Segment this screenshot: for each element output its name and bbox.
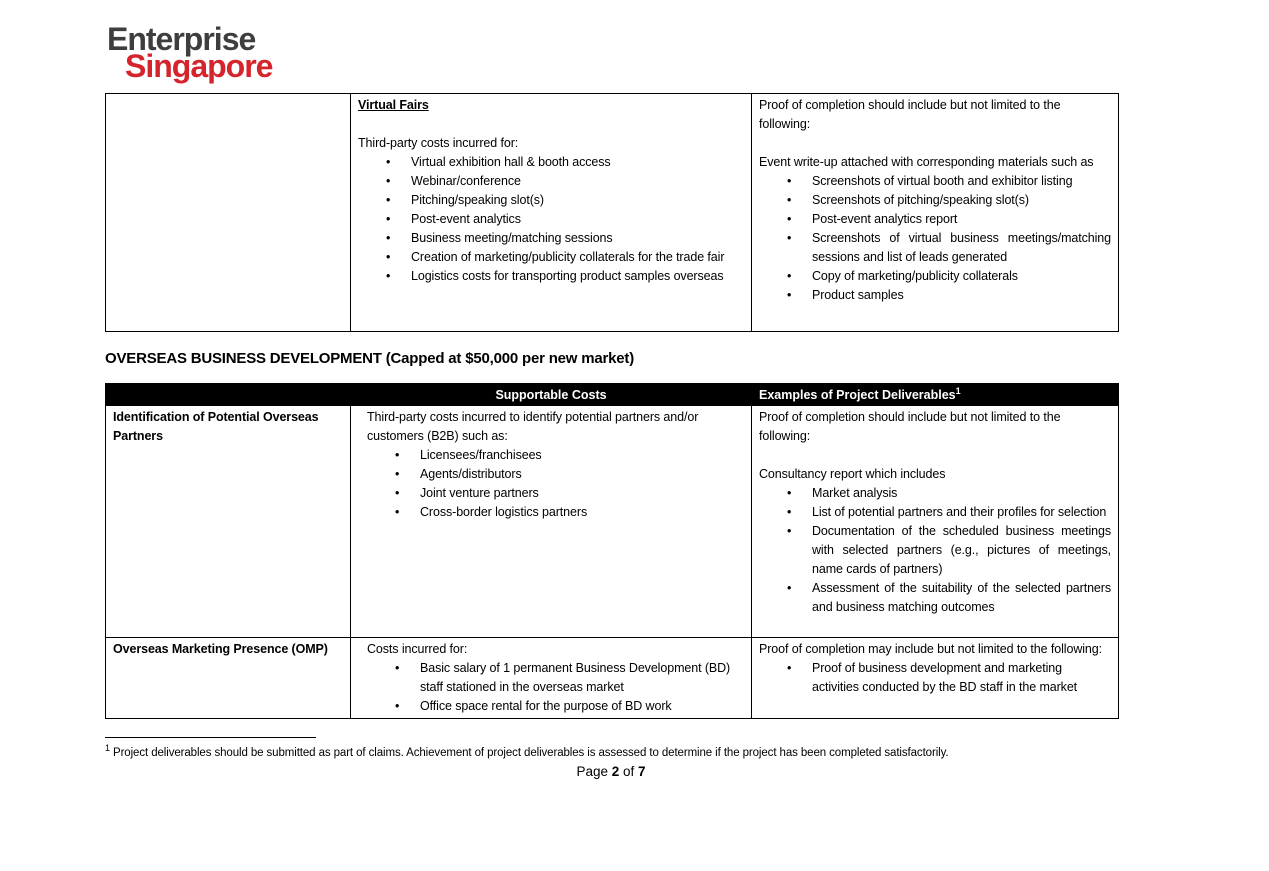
table-header-row xyxy=(106,384,1119,406)
blank-line xyxy=(759,446,1111,465)
page-number-prefix: Page xyxy=(576,764,612,779)
deliverables-intro-text: Proof of completion should include but not limited to the following: xyxy=(759,410,1061,443)
page-number-total: 7 xyxy=(638,764,646,779)
virtual-fairs-table xyxy=(105,93,1119,332)
bullet-item: • Documentation of the scheduled business meetings with selected partners (e.g., pictures of meetings, name cards of partners) xyxy=(759,522,1111,579)
section-heading: OVERSEAS BUSINESS DEVELOPMENT (Capped at $50,000 per new market) xyxy=(105,350,635,367)
virtual-fairs-row xyxy=(106,94,1119,332)
blank-line xyxy=(358,115,744,134)
identification-partners-row xyxy=(106,406,1119,638)
header-project-deliverables xyxy=(752,384,1119,406)
costs-bullet-list xyxy=(358,153,744,286)
footnote xyxy=(105,743,1117,759)
bullet-item: • Post-event analytics report xyxy=(759,210,1111,229)
enterprise-singapore-logo xyxy=(107,21,273,84)
costs-intro-text: Third-party costs incurred to identify potential partners and/or customers (B2B) such as: xyxy=(367,410,699,443)
bullet-item: • Screenshots of virtual booth and exhibitor listing xyxy=(759,172,1111,191)
header-supportable-costs: Supportable Costs xyxy=(351,384,752,406)
bullet-item: • Webinar/conference xyxy=(358,172,744,191)
footnote-number: 1 xyxy=(105,743,110,754)
row-category-label: Identification of Potential Overseas Partners xyxy=(106,406,351,638)
omp-supportable-costs-cell xyxy=(351,638,752,719)
bullet-item: • Creation of marketing/publicity collaterals for the trade fair xyxy=(358,248,744,267)
row-category-label: Overseas Marketing Presence (OMP) xyxy=(106,638,351,719)
blank-line xyxy=(759,134,1111,153)
deliverables-subintro-text: Event write-up attached with corresponding materials such as xyxy=(759,155,1094,169)
footnote-separator-line xyxy=(105,737,316,738)
deliverables-bullet-list xyxy=(759,172,1111,305)
bullet-item: • Post-event analytics xyxy=(358,210,744,229)
bullet-item: • Copy of marketing/publicity collaterals xyxy=(759,267,1111,286)
bullet-item: • Screenshots of virtual business meetings/matching sessions and list of leads generated xyxy=(759,229,1111,267)
deliverables-bullet-list xyxy=(759,484,1111,617)
deliverables-bullet-list xyxy=(759,659,1111,697)
footnote-text: Project deliverables should be submitted as part of claims. Achievement of project deliverables is assessed to determine if the project has been completed satisfactorily. xyxy=(109,747,949,759)
virtual-fairs-deliverables-cell xyxy=(752,94,1119,332)
page-number-current: 2 xyxy=(611,764,620,779)
deliverables-subintro-text: Consultancy report which includes xyxy=(759,467,946,481)
costs-intro-text: Costs incurred for: xyxy=(367,642,468,656)
bullet-item: • Office space rental for the purpose of BD work xyxy=(358,697,744,716)
header-project-deliverables-text: Examples of Project Deliverables xyxy=(759,387,956,402)
bullet-item: • Virtual exhibition hall & booth access xyxy=(358,153,744,172)
costs-intro-text: Third-party costs incurred for: xyxy=(358,136,519,150)
logo-text-singapore: Singapore xyxy=(125,48,273,84)
omp-deliverables-cell xyxy=(752,638,1119,719)
deliverables-intro-text: Proof of completion should include but not limited to the following: xyxy=(759,98,1061,131)
page-number-middle: of xyxy=(619,764,639,779)
footnote-reference-superscript: 1 xyxy=(955,385,961,396)
bullet-item: • Pitching/speaking slot(s) xyxy=(358,191,744,210)
virtual-fairs-supportable-costs-cell xyxy=(351,94,752,332)
bullet-item: • Joint venture partners xyxy=(358,484,744,503)
bullet-item: • Screenshots of pitching/speaking slot(s) xyxy=(759,191,1111,210)
header-empty-cell xyxy=(106,384,351,406)
identification-deliverables-cell xyxy=(752,406,1119,638)
bullet-item: • List of potential partners and their profiles for selection xyxy=(759,503,1111,522)
bullet-item: • Assessment of the suitability of the selected partners and business matching outcomes xyxy=(759,579,1111,617)
empty-category-cell xyxy=(106,94,351,332)
logo-text-enterprise: Enterprise xyxy=(107,21,256,57)
bullet-item: • Basic salary of 1 permanent Business Development (BD) staff stationed in the overseas market xyxy=(358,659,744,697)
bullet-item: • Proof of business development and marketing activities conducted by the BD staff in the market xyxy=(759,659,1111,697)
bullet-item: • Cross-border logistics partners xyxy=(358,503,744,522)
virtual-fairs-title: Virtual Fairs xyxy=(358,98,429,112)
bullet-item: • Product samples xyxy=(759,286,1111,305)
bullet-item: • Licensees/franchisees xyxy=(358,446,744,465)
identification-supportable-costs-cell xyxy=(351,406,752,638)
page-number xyxy=(105,764,1117,779)
bullet-item: • Market analysis xyxy=(759,484,1111,503)
bullet-item: • Agents/distributors xyxy=(358,465,744,484)
costs-bullet-list xyxy=(358,446,744,522)
bullet-item: • Logistics costs for transporting product samples overseas xyxy=(358,267,744,286)
deliverables-intro-text: Proof of completion may include but not limited to the following: xyxy=(759,642,1102,656)
costs-bullet-list xyxy=(358,659,744,716)
bullet-item: • Business meeting/matching sessions xyxy=(358,229,744,248)
overseas-business-development-table xyxy=(105,383,1119,719)
overseas-marketing-presence-row xyxy=(106,638,1119,719)
